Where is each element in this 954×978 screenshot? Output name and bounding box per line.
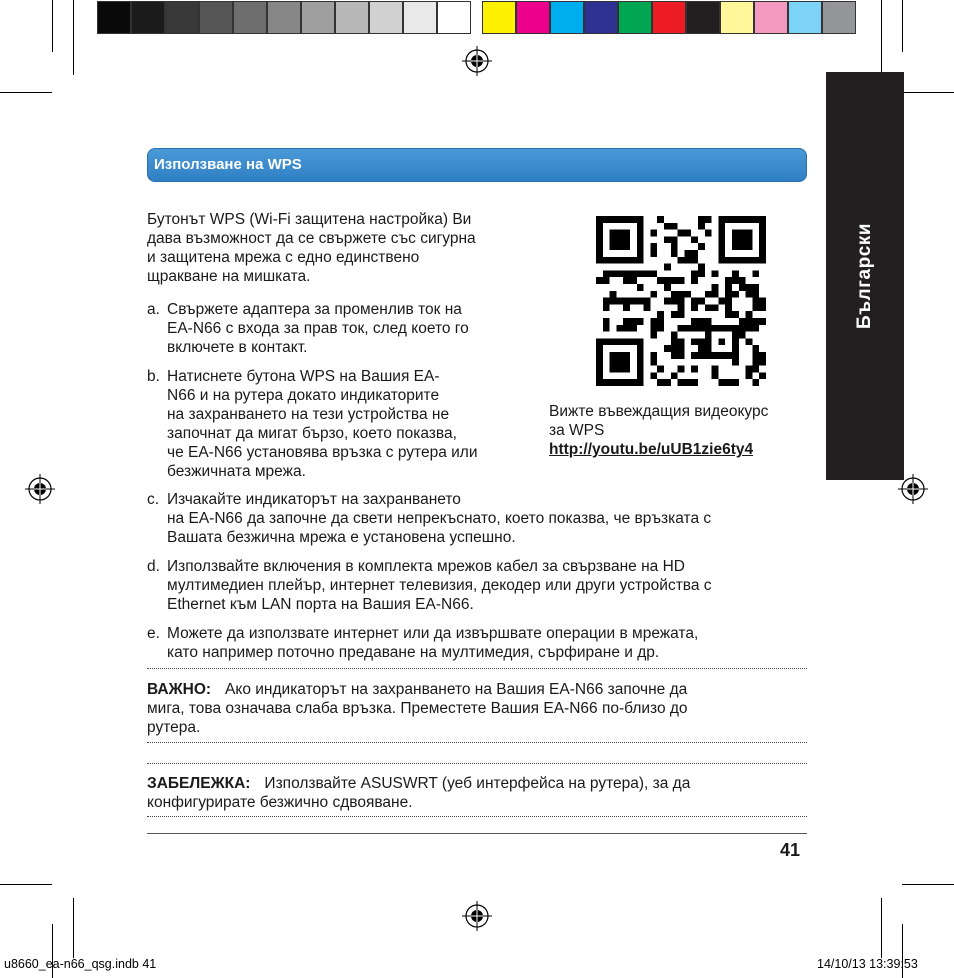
gray-swatch bbox=[131, 1, 165, 34]
color-swatch bbox=[584, 1, 618, 34]
color-swatch bbox=[516, 1, 550, 34]
step-line: EA-N66 с входа за прав ток, след което го bbox=[167, 320, 469, 337]
divider bbox=[147, 742, 807, 743]
gray-swatch bbox=[335, 1, 369, 34]
qr-code-image bbox=[596, 216, 766, 386]
step-line: Свържете адаптера за променлив ток на bbox=[167, 301, 462, 318]
gray-swatch bbox=[199, 1, 233, 34]
color-swatch bbox=[788, 1, 822, 34]
step-line: започнат да мигат бързо, което показва, bbox=[167, 425, 457, 442]
gray-swatch bbox=[233, 1, 267, 34]
gray-swatch bbox=[165, 1, 199, 34]
step-line: Можете да използвате интернет или да извършвате операции в мрежата, bbox=[167, 625, 699, 642]
registration-mark-icon bbox=[462, 901, 492, 931]
step-line: Натиснете бутона WPS на Вашия EA- bbox=[167, 368, 440, 385]
gray-swatch bbox=[301, 1, 335, 34]
intro-line: и защитена мрежа с едно единствено bbox=[147, 249, 420, 266]
divider bbox=[147, 763, 807, 764]
gray-swatch bbox=[267, 1, 301, 34]
step-line: мултимедиен плейър, интернет телевизия, декодер или други устройства с bbox=[167, 577, 712, 594]
step-line: на захранването на тези устройства не bbox=[167, 406, 450, 423]
print-date-info: 14/10/13 13:39:53 bbox=[817, 957, 918, 971]
step-marker: d. bbox=[147, 558, 160, 575]
step-line: Използвайте включения в комплекта мрежов кабел за свързване на HD bbox=[167, 558, 685, 575]
step-line: N66 и на рутера докато индикаторите bbox=[167, 387, 440, 404]
step-line: на EA-N66 да започне да свети непрекъснато, което показва, че връзката с bbox=[167, 510, 712, 527]
language-tab-label-wrap bbox=[826, 72, 904, 480]
note-label: ЗАБЕЛЕЖКА: bbox=[147, 775, 251, 792]
important-line: рутера. bbox=[147, 719, 201, 736]
language-tab-label: Български bbox=[854, 223, 876, 329]
step-line: включете в контакт. bbox=[167, 339, 308, 356]
note-line: конфигурирате безжично сдвояване. bbox=[147, 794, 413, 811]
color-swatch bbox=[550, 1, 584, 34]
gray-swatch bbox=[97, 1, 131, 34]
qr-caption-line: Вижте въвеждащия видеокурс bbox=[549, 403, 769, 420]
gray-swatch bbox=[369, 1, 403, 34]
gray-swatch bbox=[437, 1, 471, 34]
qr-caption-line: за WPS bbox=[549, 422, 605, 439]
gray-swatch bbox=[403, 1, 437, 34]
step-line: че EA-N66 установява връзка с рутера или bbox=[167, 444, 478, 461]
registration-mark-icon bbox=[25, 474, 55, 504]
note-line: Използвайте ASUSWRT (уеб интерфейса на рутера), за да bbox=[264, 775, 691, 792]
important-line: Ако индикаторът на захранването на Вашия EA-N66 започне да bbox=[225, 681, 688, 698]
step-marker: c. bbox=[147, 491, 160, 508]
important-line: мига, това означава слаба връзка. Преместете Вашия EA-N66 по-близо до bbox=[147, 700, 688, 717]
step-marker: b. bbox=[147, 368, 160, 385]
step-line: Вашата безжична мрежа е установена успешно. bbox=[167, 529, 516, 546]
color-swatch bbox=[822, 1, 856, 34]
important-label: ВАЖНО: bbox=[147, 681, 212, 698]
step-marker: a. bbox=[147, 301, 160, 318]
print-file-info: u8660_ea-n66_qsg.indb 41 bbox=[4, 957, 157, 971]
step-marker: e. bbox=[147, 625, 160, 642]
intro-line: щракване на мишката. bbox=[147, 268, 311, 285]
page-number: 41 bbox=[780, 840, 801, 860]
color-swatch bbox=[720, 1, 754, 34]
intro-line: дава възможност да се свържете със сигурна bbox=[147, 230, 476, 247]
color-swatch bbox=[482, 1, 516, 34]
color-swatch bbox=[618, 1, 652, 34]
color-swatch bbox=[686, 1, 720, 34]
color-swatch bbox=[754, 1, 788, 34]
intro-line: Бутонът WPS (Wi-Fi защитена настройка) Ви bbox=[147, 211, 472, 228]
step-line: безжичната мрежа. bbox=[167, 463, 306, 480]
section-header bbox=[147, 148, 807, 182]
registration-mark-icon bbox=[462, 46, 492, 76]
step-line: Ethernet към LAN порта на Вашия EA-N66. bbox=[167, 596, 474, 613]
section-title: Използване на WPS bbox=[154, 156, 302, 173]
step-line: като например поточно предаване на мултимедия, сърфиране и др. bbox=[167, 644, 660, 661]
footer-rule bbox=[147, 833, 807, 834]
step-line: Изчакайте индикаторът на захранването bbox=[167, 491, 461, 508]
divider bbox=[147, 816, 807, 817]
qr-video-link[interactable]: http://youtu.be/uUB1zie6ty4 bbox=[549, 441, 754, 458]
divider bbox=[147, 668, 807, 669]
color-swatch bbox=[652, 1, 686, 34]
